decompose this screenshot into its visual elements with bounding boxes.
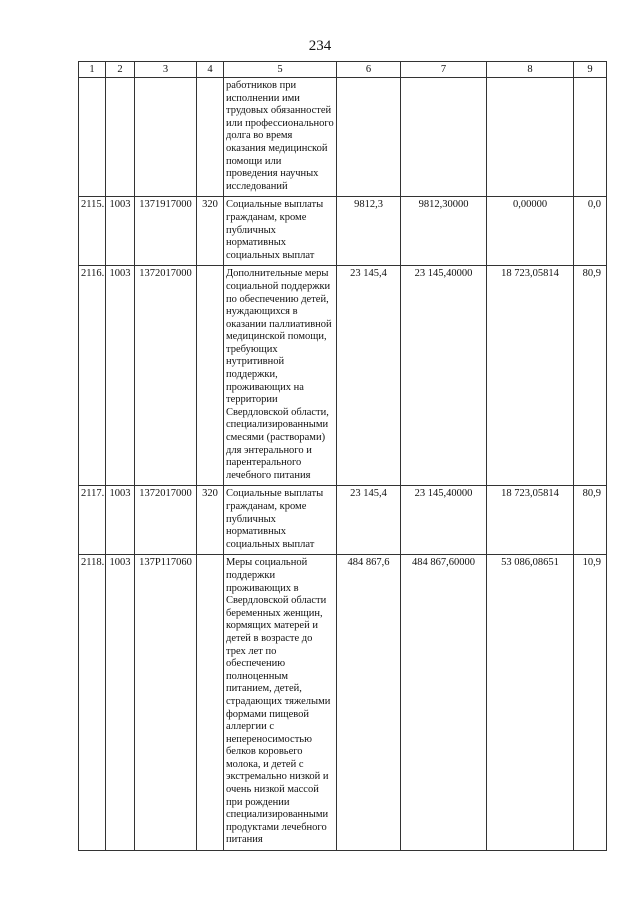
column-header-7: 7 xyxy=(401,62,487,78)
expense-type-cell: 320 xyxy=(197,486,224,555)
target-code-cell: 137P117060 xyxy=(135,555,197,851)
column-header-4: 4 xyxy=(197,62,224,78)
target-code-cell: 1371917000 xyxy=(135,197,197,266)
expense-type-cell: 320 xyxy=(197,197,224,266)
value-col6-cell: 484 867,6 xyxy=(337,555,401,851)
section-code-cell: 1003 xyxy=(106,266,135,486)
target-code-cell: 1372017000 xyxy=(135,486,197,555)
expense-type-cell xyxy=(197,266,224,486)
target-code-cell: 1372017000 xyxy=(135,266,197,486)
section-code-cell: 1003 xyxy=(106,555,135,851)
column-header-2: 2 xyxy=(106,62,135,78)
section-code-cell xyxy=(106,78,135,197)
table-row xyxy=(79,486,607,555)
item-name-cell: Дополнительные меры социальной поддержки по обеспечению детей, нуждающихся в оказании паллиативной медицинской помощи, требующих нутритивной поддержки, проживающих на территории Свердловской области, специализированными смесями (растворами) для энтерального и парентерального лечебного питания xyxy=(224,266,337,486)
value-col8-cell: 18 723,05814 xyxy=(487,486,574,555)
column-header-8: 8 xyxy=(487,62,574,78)
value-col8-cell: 18 723,05814 xyxy=(487,266,574,486)
section-code-cell: 1003 xyxy=(106,197,135,266)
value-col7-cell: 23 145,40000 xyxy=(401,486,487,555)
row-number-cell: 2116. xyxy=(79,266,106,486)
value-col7-cell: 484 867,60000 xyxy=(401,555,487,851)
column-header-1: 1 xyxy=(79,62,106,78)
table-row xyxy=(79,555,607,851)
value-col8-cell: 0,00000 xyxy=(487,197,574,266)
row-number-cell: 2117. xyxy=(79,486,106,555)
target-code-cell xyxy=(135,78,197,197)
item-name-cell: работников при исполнении ими трудовых обязанностей или профессионального долга во время оказания медицинской помощи или проведения научных исследований xyxy=(224,78,337,197)
column-header-9: 9 xyxy=(574,62,607,78)
value-col6-cell: 9812,3 xyxy=(337,197,401,266)
budget-table xyxy=(78,61,607,851)
expense-type-cell xyxy=(197,78,224,197)
value-col9-cell: 10,9 xyxy=(574,555,607,851)
table-row xyxy=(79,197,607,266)
expense-type-cell xyxy=(197,555,224,851)
item-name-cell: Меры социальной поддержки проживающих в Свердловской области беременных женщин, кормящих матерей и детей в возрасте до трех лет по обеспечению полноценным питанием, детей, страдающих тяжелыми формами пищевой аллергии с непереносимостью белков коровьего молока, и детей с экстремально низкой и очень низкой массой при рождении специализированными продуктами лечебного питания xyxy=(224,555,337,851)
value-col9-cell: 80,9 xyxy=(574,486,607,555)
column-header-3: 3 xyxy=(135,62,197,78)
value-col7-cell: 23 145,40000 xyxy=(401,266,487,486)
value-col9-cell: 80,9 xyxy=(574,266,607,486)
value-col8-cell xyxy=(487,78,574,197)
value-col6-cell xyxy=(337,78,401,197)
table-row xyxy=(79,78,607,197)
value-col7-cell xyxy=(401,78,487,197)
item-name-cell: Социальные выплаты гражданам, кроме публичных нормативных социальных выплат xyxy=(224,486,337,555)
value-col9-cell: 0,0 xyxy=(574,197,607,266)
column-header-6: 6 xyxy=(337,62,401,78)
section-code-cell: 1003 xyxy=(106,486,135,555)
item-name-cell: Социальные выплаты гражданам, кроме публичных нормативных социальных выплат xyxy=(224,197,337,266)
value-col7-cell: 9812,30000 xyxy=(401,197,487,266)
value-col9-cell xyxy=(574,78,607,197)
value-col8-cell: 53 086,08651 xyxy=(487,555,574,851)
row-number-cell: 2118. xyxy=(79,555,106,851)
header-row xyxy=(79,62,607,78)
row-number-cell xyxy=(79,78,106,197)
value-col6-cell: 23 145,4 xyxy=(337,486,401,555)
page-number: 234 xyxy=(308,38,332,54)
column-header-5: 5 xyxy=(224,62,337,78)
table-row xyxy=(79,266,607,486)
value-col6-cell: 23 145,4 xyxy=(337,266,401,486)
row-number-cell: 2115. xyxy=(79,197,106,266)
